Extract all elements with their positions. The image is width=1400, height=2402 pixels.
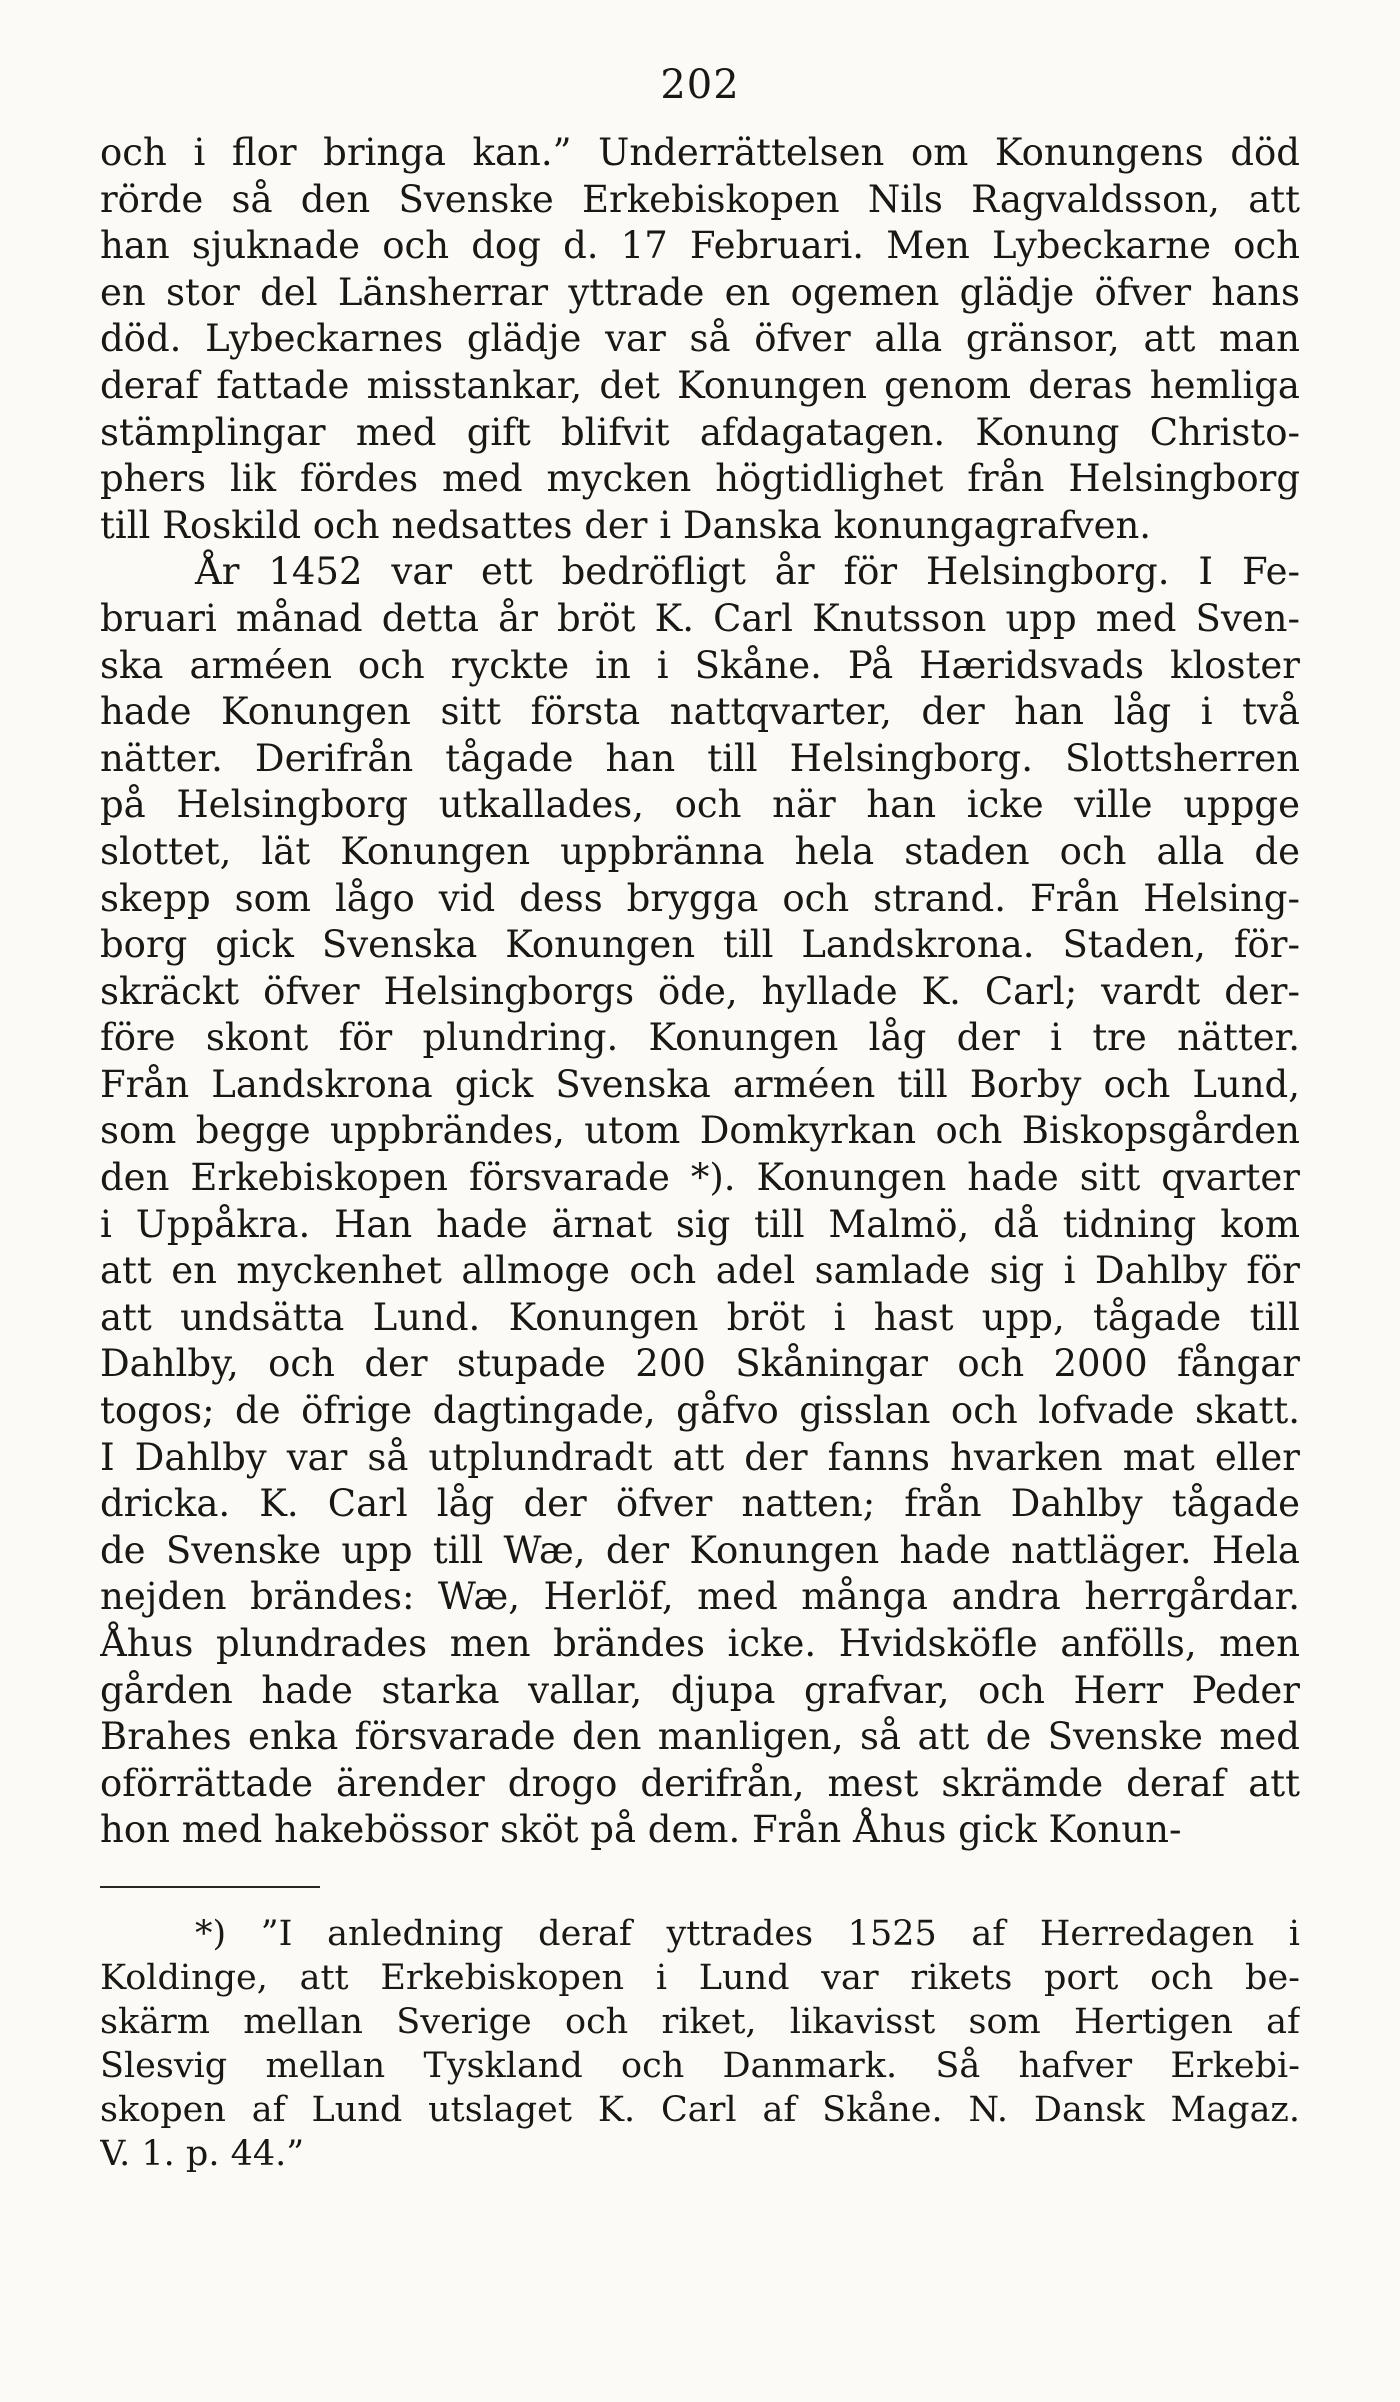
footnote-line: skopen af Lund utslaget K. Carl af Skåne. N. Dansk Magaz. — [100, 2089, 1300, 2130]
text-line: bruari månad detta år bröt K. Carl Knutsson upp med Sven- — [100, 596, 1300, 640]
text-line: deraf fattade misstankar, det Konungen genom deras hemliga — [100, 363, 1300, 407]
text-line: den Erkebiskopen försvarade *). Konungen hade sitt qvarter — [100, 1156, 1300, 1200]
main-text — [100, 130, 1300, 1854]
text-line: År 1452 var ett bedröfligt år för Helsingborg. I Fe- — [195, 550, 1300, 594]
text-line: Åhus plundrades men brändes icke. Hvidsköfle anfölls, men — [100, 1622, 1300, 1665]
footnote-divider — [100, 1886, 320, 1888]
text-line: till Roskild och nedsattes der i Danska konungagrafven. — [100, 503, 1152, 547]
text-line: Brahes enka försvarade den manligen, så att de Svenske med — [100, 1715, 1300, 1759]
footnote-line: V. 1. p. 44.” — [100, 2133, 305, 2174]
text-line: nejden brändes: Wæ, Herlöf, med många andra herrgårdar. — [100, 1575, 1300, 1619]
text-line: I Dahlby var så utplundradt att der fanns hvarken mat eller — [100, 1435, 1300, 1479]
text-line: hade Konungen sitt första nattqvarter, der han låg i två — [100, 690, 1300, 734]
text-line: som begge uppbrändes, utom Domkyrkan och Biskopsgården — [100, 1109, 1300, 1153]
text-line: oförrättade ärender drogo derifrån, mest skrämde deraf att — [100, 1761, 1300, 1805]
text-line: att undsätta Lund. Konungen bröt i hast upp, tågade till — [100, 1295, 1300, 1339]
text-line: rörde så den Svenske Erkebiskopen Nils Ragvaldsson, att — [100, 177, 1300, 221]
text-line: gården hade starka vallar, djupa grafvar, och Herr Peder — [100, 1668, 1300, 1712]
text-line: på Helsingborg utkallades, och när han icke ville uppge — [100, 783, 1300, 827]
text-line: phers lik fördes med mycken högtidlighet från Helsingborg — [100, 457, 1300, 501]
text-line: en stor del Länsherrar yttrade en ogemen glädje öfver hans — [100, 270, 1300, 314]
text-line: skepp som lågo vid dess brygga och strand. Från Helsing- — [100, 876, 1300, 920]
footnote — [100, 1912, 1300, 2176]
page-number: 202 — [660, 62, 740, 108]
text-line: före skont för plundring. Konungen låg der i tre nätter. — [100, 1016, 1300, 1060]
text-line: hon med hakebössor sköt på dem. Från Åhus gick Konun- — [100, 1808, 1182, 1852]
text-line: och i flor bringa kan.” Underrättelsen om Konungens död — [100, 131, 1300, 174]
text-line: slottet, lät Konungen uppbränna hela staden och alla de — [100, 829, 1300, 873]
text-line: dricka. K. Carl låg der öfver natten; från Dahlby tågade — [100, 1482, 1300, 1526]
text-line: borg gick Svenska Konungen till Landskrona. Staden, för- — [100, 923, 1300, 967]
text-line: stämplingar med gift blifvit afdagatagen. Konung Christo- — [100, 410, 1300, 454]
text-line: död. Lybeckarnes glädje var så öfver alla gränsor, att man — [100, 317, 1300, 361]
footnote-line: Slesvig mellan Tyskland och Danmark. Så hafver Erkebi- — [100, 2045, 1300, 2086]
text-line: Dahlby, och der stupade 200 Skåningar och 2000 fångar — [100, 1342, 1300, 1386]
text-line: nätter. Derifrån tågade han till Helsingborg. Slottsherren — [100, 736, 1300, 780]
footnote-line: *) ”I anledning deraf yttrades 1525 af Herredagen i — [195, 1913, 1300, 1954]
footnote-line: skärm mellan Sverige och riket, likavisst som Hertigen af — [100, 2001, 1300, 2042]
footnote-line: Koldinge, att Erkebiskopen i Lund var rikets port och be- — [100, 1957, 1300, 1998]
text-line: att en myckenhet allmoge och adel samlade sig i Dahlby för — [100, 1249, 1300, 1293]
text-line: i Uppåkra. Han hade ärnat sig till Malmö, då tidning kom — [100, 1202, 1300, 1246]
text-line: ska arméen och ryckte in i Skåne. På Hæridsvads kloster — [100, 643, 1300, 687]
text-line: Från Landskrona gick Svenska arméen till Borby och Lund, — [100, 1062, 1300, 1106]
text-line: togos; de öfrige dagtingade, gåfvo gisslan och lofvade skatt. — [100, 1389, 1300, 1433]
text-line: de Svenske upp till Wæ, der Konungen hade nattläger. Hela — [100, 1528, 1300, 1572]
text-line: han sjuknade och dog d. 17 Februari. Men Lybeckarne och — [100, 224, 1300, 268]
text-line: skräckt öfver Helsingborgs öde, hyllade K. Carl; vardt der- — [100, 969, 1300, 1013]
book-page — [100, 60, 1300, 2360]
